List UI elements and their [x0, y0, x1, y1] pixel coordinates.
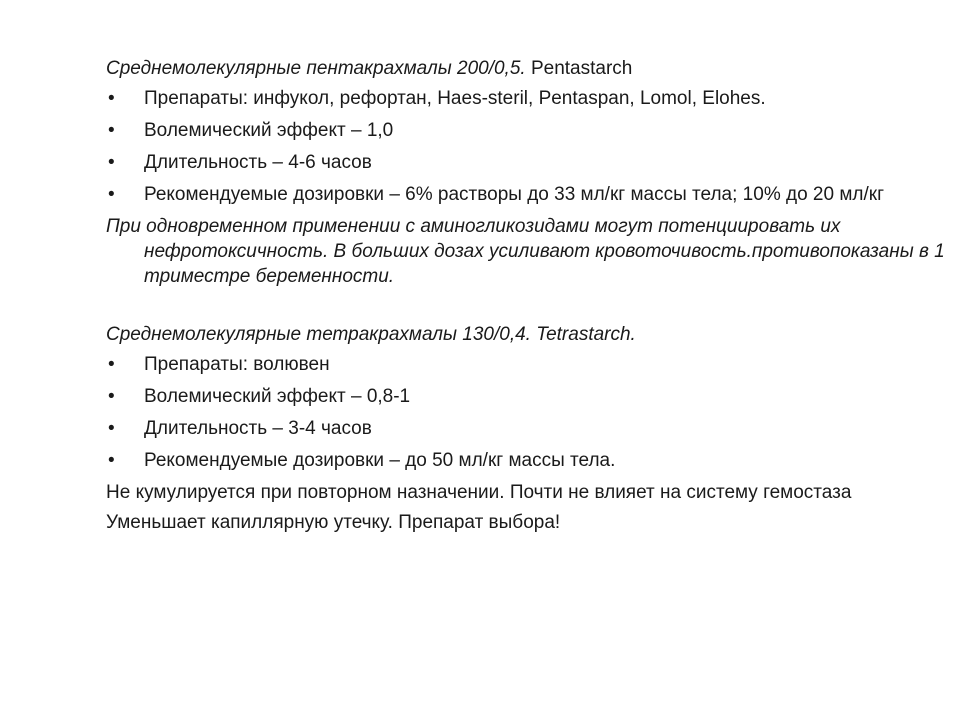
list-item: [106, 150, 946, 175]
bullet-icon: •: [108, 184, 115, 205]
bullet-icon: •: [108, 386, 115, 407]
tetrastarch-note-hemostasis: Не кумулируется при повторном назначении. Почти не влияет на систему гемостаза: [106, 482, 852, 503]
list-item: [106, 352, 946, 377]
bullet-text: Длительность – 3-4 часов: [144, 418, 372, 439]
tetrastarch-bullet-list: [106, 352, 946, 473]
bullet-text: Препараты: инфукол, рефортан, Haes-steril, Pentaspan, Lomol, Elohes.: [144, 88, 766, 109]
section-spacer: [106, 294, 946, 322]
bullet-icon: •: [108, 354, 115, 375]
bullet-text: Волемический эффект – 1,0: [144, 120, 394, 141]
pentastarch-heading: [106, 56, 946, 81]
bullet-icon: •: [108, 152, 115, 173]
pentastarch-heading-italic: Среднемолекулярные пентакрахмалы 200/0,5.: [106, 58, 526, 79]
bullet-icon: •: [108, 418, 115, 439]
list-item: [106, 448, 946, 473]
bullet-icon: •: [108, 450, 115, 471]
pentastarch-heading-latin: Pentastarch: [530, 58, 633, 79]
bullet-text: Препараты: волювен: [144, 354, 330, 375]
bullet-icon: •: [108, 120, 115, 141]
list-item: [106, 86, 946, 111]
list-item: [106, 416, 946, 441]
pentastarch-note: При одновременном применении с аминогликозидами могут потенциировать их нефротоксичность. В больших дозах усиливают кровоточивость.противопоказаны в 1 триместре беременности.: [106, 216, 945, 287]
bullet-text: Рекомендуемые дозировки – до 50 мл/кг массы тела.: [144, 450, 616, 471]
list-item: [106, 384, 946, 409]
bullet-text: Волемический эффект – 0,8-1: [144, 386, 411, 407]
slide-content: [106, 56, 946, 540]
list-item: [106, 118, 946, 143]
bullet-text: Рекомендуемые дозировки – 6% растворы до 33 мл/кг массы тела; 10% до 20 мл/кг: [144, 184, 885, 205]
bullet-icon: •: [108, 88, 115, 109]
bullet-text: Длительность – 4-6 часов: [144, 152, 372, 173]
pentastarch-bullet-list: [106, 86, 946, 207]
tetrastarch-note-choice: Уменьшает капиллярную утечку. Препарат выбора!: [106, 512, 561, 533]
list-item: [106, 182, 946, 207]
tetrastarch-heading: Среднемолекулярные тетракрахмалы 130/0,4. Tetrastarch.: [106, 324, 636, 345]
